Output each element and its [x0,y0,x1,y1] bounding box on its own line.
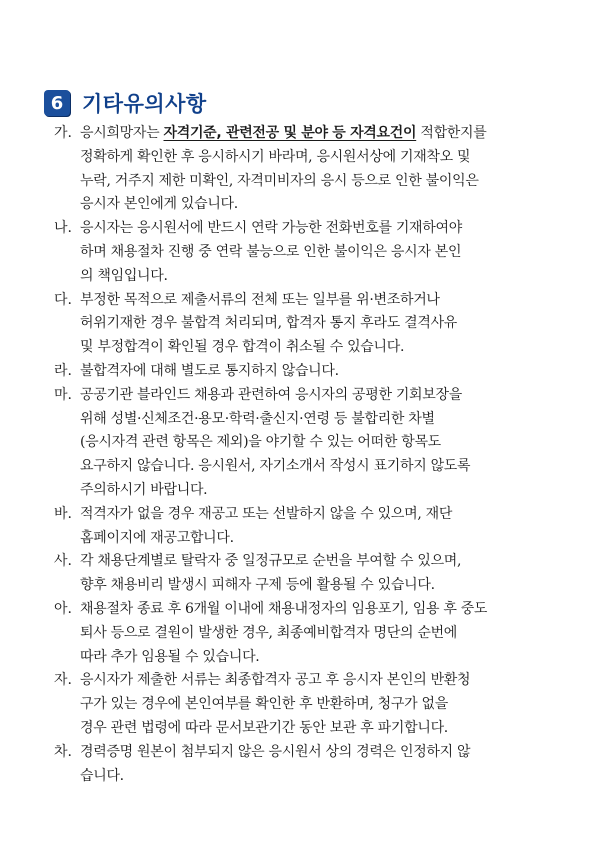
notice-item-marker: 라. [54,362,72,379]
notice-item-text [80,550,548,598]
notice-line-segment: 응시희망자는 [80,125,164,141]
notice-line: 향후 채용비리 발생시 피해자 구제 등에 활용될 수 있습니다. [80,577,435,594]
notice-line: 홈페이지에 재공고합니다. [80,529,234,546]
notice-item [54,289,548,360]
notice-item-text [80,384,548,503]
notice-item-marker: 사. [54,553,72,570]
notice-line: 누락, 거주지 제한 미확인, 자격미비자의 응시 등으로 인한 불이익은 [80,172,479,189]
section-number-badge: 6 [44,90,70,116]
notice-item-marker: 차. [54,743,72,760]
section-header [44,88,207,118]
notice-line: 정확하게 확인한 후 응시하시기 바라며, 응시원서상에 기재착오 및 [80,148,471,165]
notice-item [54,360,548,384]
notice-line: 채용절차 종료 후 6개월 이내에 채용내정자의 임용포기, 임용 후 중도 [80,600,488,617]
notice-item-marker: 마. [54,386,72,403]
notice-item-marker: 나. [54,220,72,237]
notice-item [54,550,548,598]
notice-item [54,503,548,551]
notice-line: 응시자가 제출한 서류는 최종합격자 공고 후 응시자 본인의 반환청 [80,672,471,689]
notice-line: 요구하지 않습니다. 응시원서, 자기소개서 작성시 표기하지 않도록 [80,458,471,475]
notice-item-text [80,669,548,740]
notice-item-marker: 아. [54,600,72,617]
notice-list [54,122,548,788]
notice-item-marker: 바. [54,505,72,522]
notice-item [54,384,548,503]
notice-item-text [80,289,548,360]
notice-line: 공공기관 블라인드 채용과 관련하여 응시자의 공평한 기회보장을 [80,386,462,403]
notice-line: 주의하시기 바랍니다. [80,481,208,498]
notice-item [54,598,548,669]
notice-line: 습니다. [80,767,124,784]
notice-line: 및 부정합격이 확인될 경우 합격이 취소될 수 있습니다. [80,339,405,356]
notice-item [54,217,548,288]
notice-item-marker: 가. [54,125,72,141]
notice-item-marker: 자. [54,672,72,689]
emphasized-requirement: 자격기준, 관련전공 및 분야 등 자격요건이 [163,125,417,141]
notice-line: 부정한 목적으로 제출서류의 전체 또는 일부를 위·변조하거나 [80,291,440,308]
notice-line: 경력증명 원본이 첨부되지 않은 응시원서 상의 경력은 인정하지 않 [80,743,471,760]
notice-item-text [80,598,548,669]
notice-line: 하며 채용절차 진행 중 연락 불능으로 인한 불이익은 응시자 본인 [80,243,462,260]
notice-line: 적격자가 없을 경우 재공고 또는 선발하지 않을 수 있으며, 재단 [80,505,453,522]
notice-line: 경우 관련 법령에 따라 문서보관기간 동안 보관 후 파기합니다. [80,719,448,736]
notice-line: (응시자격 관련 항목은 제외)을 야기할 수 있는 어떠한 항목도 [80,434,441,451]
notice-item [54,669,548,740]
notice-item [54,741,548,789]
notice-line: 불합격자에 대해 별도로 통지하지 않습니다. [80,362,339,379]
notice-line: 의 책임입니다. [80,267,168,284]
notice-line [80,122,548,146]
notice-line: 퇴사 등으로 결원이 발생한 경우, 최종예비합격자 명단의 순번에 [80,624,458,641]
notice-item-text [80,503,548,551]
notice-item-text [80,360,548,384]
notice-item [54,122,548,217]
notice-item-text [80,217,548,288]
notice-line: 응시자는 응시원서에 반드시 연락 가능한 전화번호를 기재하여야 [80,220,462,237]
notice-line: 구가 있는 경우에 본인여부를 확인한 후 반환하며, 청구가 없을 [80,696,448,713]
notice-line-segment: 적합한지를 [416,125,487,141]
notice-line: 따라 추가 임용될 수 있습니다. [80,648,260,665]
notice-item-marker: 다. [54,291,72,308]
section-title: 기타유의사항 [82,92,207,116]
notice-item-text [80,741,548,789]
notice-line: 허위기재한 경우 불합격 처리되며, 합격자 통지 후라도 결격사유 [80,315,458,332]
notice-line: 각 채용단계별로 탈락자 중 일정규모로 순번을 부여할 수 있으며, [80,553,462,570]
notice-item-text [80,122,548,217]
notice-line: 응시자 본인에게 있습니다. [80,196,238,213]
notice-line: 위해 성별·신체조건·용모·학력·출신지·연령 등 불합리한 차별 [80,410,435,427]
